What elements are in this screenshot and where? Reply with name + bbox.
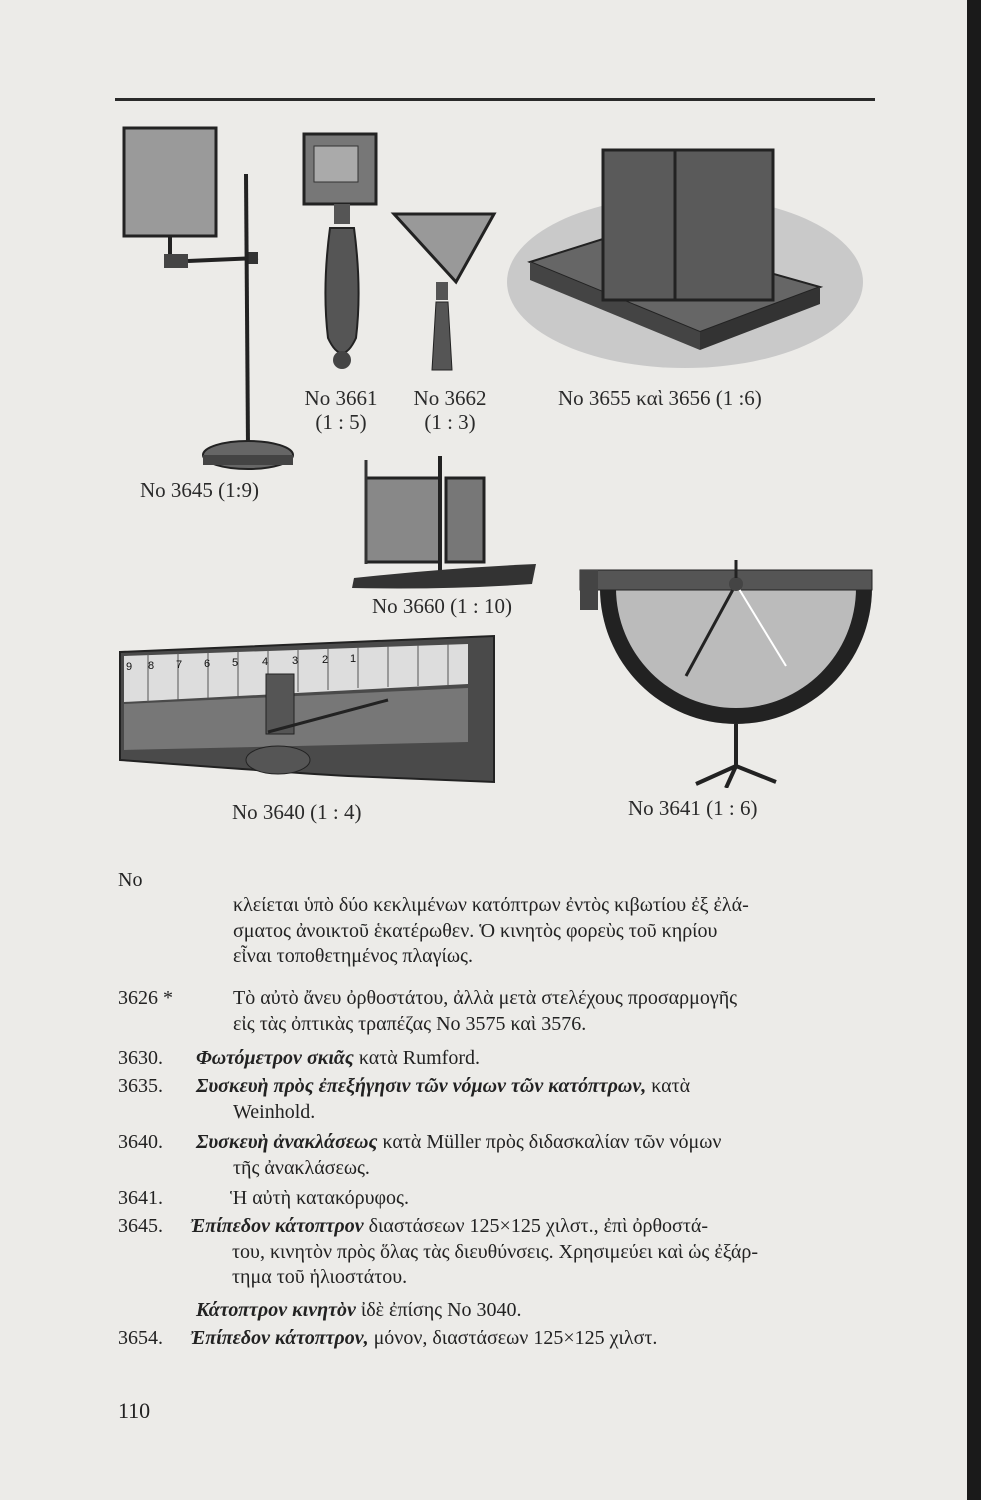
- catalog-entry: [118, 1046, 893, 1074]
- scale-number: 1: [350, 653, 357, 665]
- entry-title: Συσκευὴ πρὸς ἐπεξήγησιν τῶν νόμων τῶν κατόπτρων,: [196, 1075, 647, 1097]
- page-number: 110: [118, 1398, 151, 1423]
- entry-title: Φωτόμετρον σκιᾶς: [196, 1047, 354, 1069]
- entry-line: Weinhold.: [233, 1100, 316, 1123]
- entry-line: τῆς ἀνακλάσεως.: [233, 1156, 370, 1179]
- entry-line: εἶναι τοποθετημένος πλαγίως.: [233, 945, 473, 967]
- caption-3661: [296, 386, 386, 434]
- figure-3662-triangle-mirror: [390, 210, 498, 378]
- figure-3640-reflection-apparatus: [118, 632, 498, 788]
- figure-3655-corner-mirrors: [505, 132, 865, 372]
- scale-number: 2: [322, 654, 329, 666]
- figure-3641-vertical-apparatus: [576, 556, 876, 788]
- caption-3641: No 3641 (1 : 6): [628, 796, 758, 820]
- entry-number: 3635.: [118, 1075, 163, 1097]
- entry-line: κλείεται ὑπὸ δύο κεκλιμένων κατόπτρων ἐντὸς κιβωτίου ἐξ ἐλά-: [233, 894, 749, 916]
- catalog-entry: [118, 868, 893, 970]
- caption-3661-scale: (1 : 5): [315, 410, 367, 434]
- entry-text: κατὰ: [646, 1075, 691, 1097]
- entry-number: 3640.: [118, 1131, 163, 1153]
- scale-number: 6: [204, 658, 211, 670]
- entry-number: 3641.: [118, 1187, 163, 1209]
- entry-body: [196, 1074, 896, 1125]
- entry-number: 3654.: [118, 1327, 163, 1349]
- caption-3662-number: No 3662: [413, 386, 487, 410]
- catalog-entry: [118, 986, 893, 1046]
- entry-text: Ἡ αὐτὴ κατακόρυφος.: [230, 1187, 409, 1209]
- entry-title: Κάτοπτρον κινητὸν: [196, 1299, 356, 1321]
- figure-3661-hand-viewer: [300, 128, 382, 378]
- caption-3661-number: No 3661: [304, 386, 378, 410]
- entry-body: [190, 1326, 657, 1352]
- scale-number: 9: [126, 661, 133, 673]
- entry-line: τημα τοῦ ἡλιοστάτου.: [232, 1266, 408, 1288]
- header-rule: [115, 98, 875, 101]
- catalog-entry: [118, 1298, 893, 1326]
- entry-text: διαστάσεων 125×125 χιλστ., ἐπὶ ὀρθοστά-: [363, 1215, 708, 1237]
- entry-line: εἰς τὰς ὀπτικὰς τραπέζας No 3575 καὶ 3576.: [233, 1012, 587, 1035]
- entry-text: κατὰ Müller πρὸς διδασκαλίαν τῶν νόμων: [377, 1131, 722, 1153]
- entry-body: [230, 1186, 409, 1212]
- entry-number: 3626 *: [118, 987, 173, 1009]
- scale-number: 3: [292, 655, 299, 667]
- scale-number: 8: [148, 660, 155, 672]
- entry-line: Τὸ αὐτὸ ἄνευ ὀρθοστάτου, ἀλλὰ μετὰ στελέχους προσαρμογῆς: [233, 987, 738, 1009]
- scale-number: 7: [176, 659, 183, 671]
- page-edge: [967, 0, 981, 1500]
- figure-3660-hinged-mirrors: [346, 452, 542, 592]
- caption-3640: No 3640 (1 : 4): [232, 800, 362, 824]
- catalog-entry: [118, 1214, 893, 1298]
- entry-line: του, κινητὸν πρὸς ὅλας τὰς διευθύνσεις. Χρησιμεύει καὶ ὡς ἐξάρ-: [232, 1240, 759, 1263]
- entry-body: [233, 893, 749, 970]
- entry-body: [233, 986, 737, 1037]
- scale-number: 5: [232, 657, 239, 669]
- entry-number: No: [118, 869, 143, 891]
- entry-title: Ἐπίπεδον κάτοπτρον: [190, 1215, 364, 1237]
- caption-3660: No 3660 (1 : 10): [372, 594, 512, 618]
- caption-3645: No 3645 (1:9): [140, 478, 259, 502]
- entry-title: Ἐπίπεδον κάτοπτρον,: [190, 1327, 369, 1349]
- entry-body: [196, 1130, 896, 1181]
- entry-body: [196, 1046, 480, 1072]
- catalog-entry: [118, 1186, 893, 1214]
- caption-3662-scale: (1 : 3): [424, 410, 476, 434]
- entry-number: 3630.: [118, 1047, 163, 1069]
- caption-3662: [405, 386, 495, 434]
- entry-text: μόνον, διαστάσεων 125×125 χιλστ.: [368, 1327, 658, 1349]
- catalog-entry: [118, 1130, 893, 1186]
- caption-3655: No 3655 καὶ 3656 (1 :6): [558, 386, 762, 410]
- entry-title: Συσκευὴ ἀνακλάσεως: [196, 1131, 378, 1153]
- entry-body: [190, 1214, 895, 1291]
- entry-line: σματος ἀνοικτοῦ ἑκατέρωθεν. Ὁ κινητὸς φορεὺς τοῦ κηρίου: [233, 919, 718, 942]
- entry-number: 3645.: [118, 1215, 163, 1237]
- entry-text: ἰδὲ ἐπίσης No 3040.: [355, 1299, 522, 1321]
- figure-3645-mirror-stand: [118, 122, 303, 477]
- entry-body: [196, 1298, 522, 1324]
- catalog-text: [118, 868, 893, 1354]
- scale-number: 4: [262, 656, 269, 668]
- catalog-entry: [118, 1074, 893, 1130]
- catalog-entry: [118, 1326, 893, 1354]
- entry-text: κατὰ Rumford.: [353, 1047, 480, 1069]
